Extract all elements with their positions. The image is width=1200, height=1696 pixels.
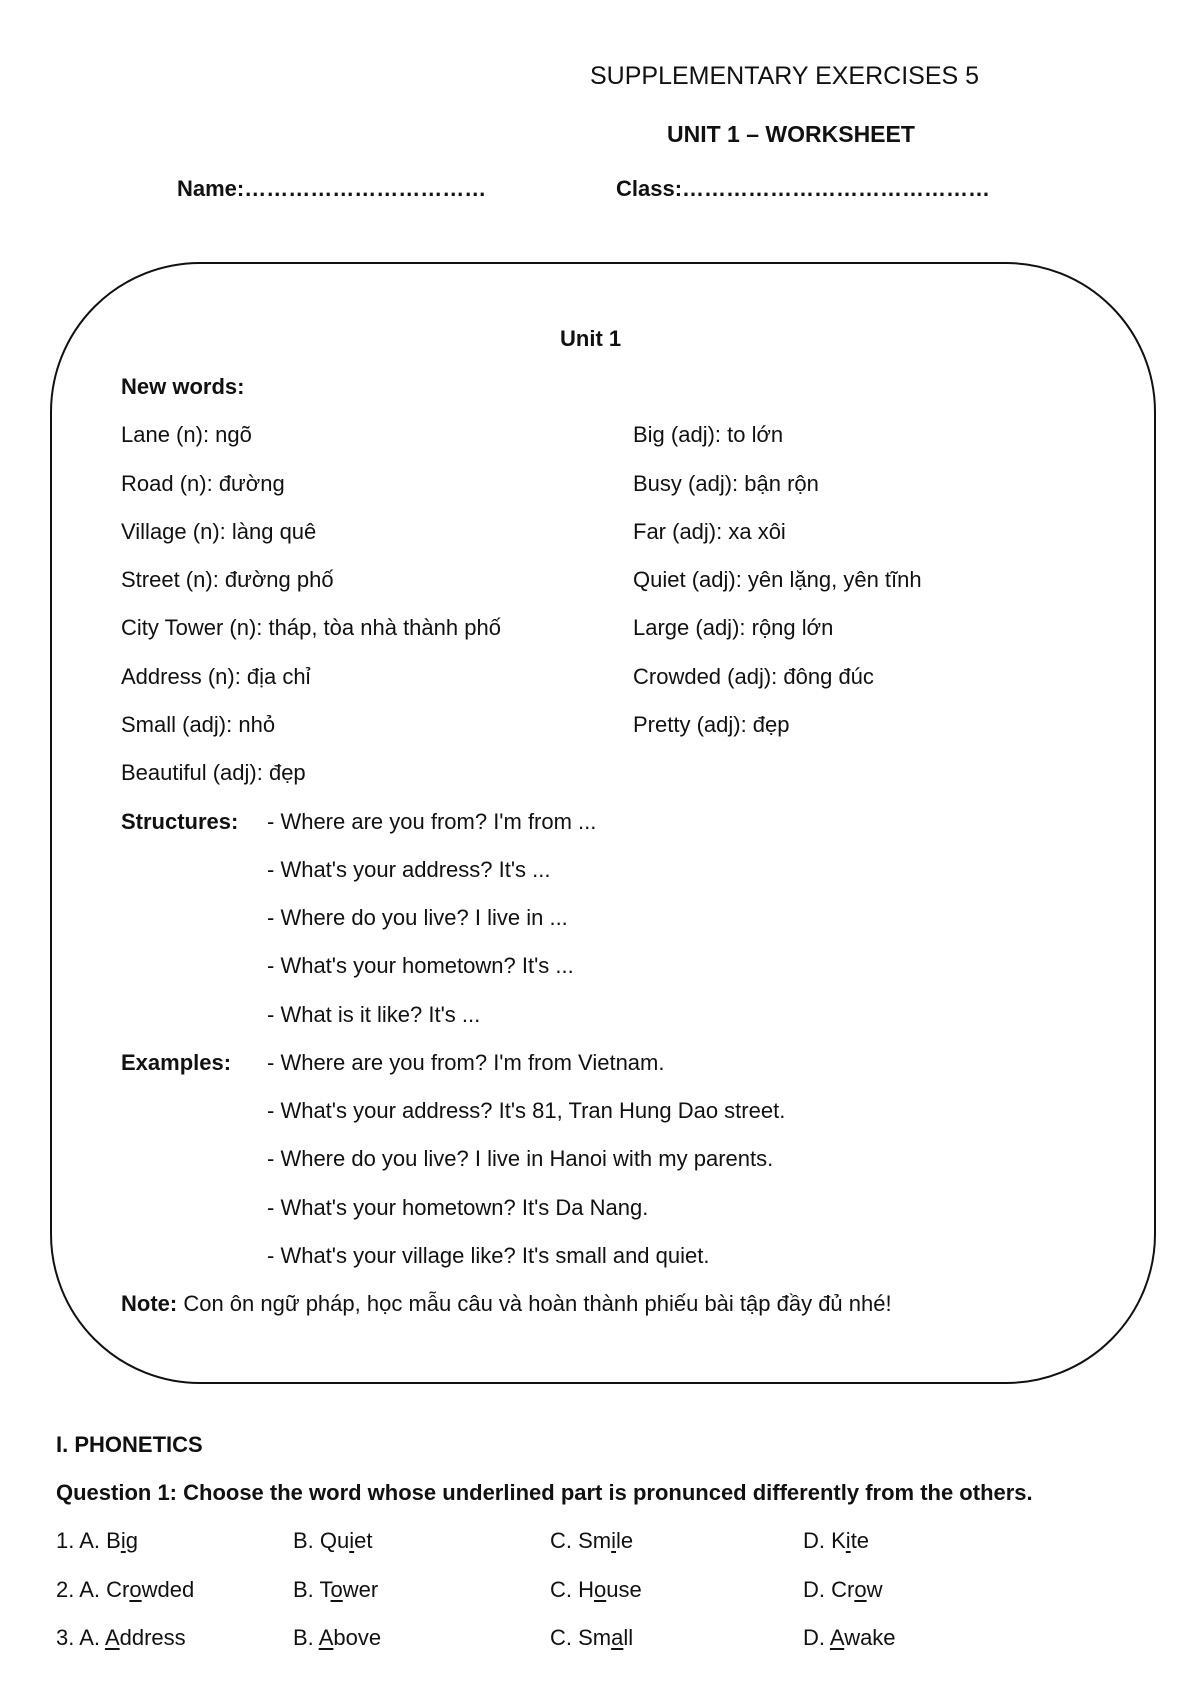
underlined-part: i bbox=[349, 1528, 355, 1553]
new-words-label: New words: bbox=[121, 374, 245, 399]
option-suffix: le bbox=[616, 1528, 634, 1553]
option-suffix: ll bbox=[623, 1625, 634, 1650]
option-suffix: w bbox=[866, 1577, 883, 1602]
option-suffix: te bbox=[850, 1528, 870, 1553]
option-prefix: B. Qu bbox=[293, 1528, 350, 1553]
option-prefix: B. T bbox=[293, 1577, 331, 1602]
underlined-part: o bbox=[129, 1577, 142, 1602]
worksheet-subtitle: UNIT 1 – WORKSHEET bbox=[667, 121, 915, 147]
example-item: - What's your hometown? It's Da Nang. bbox=[267, 1195, 649, 1220]
structures-label: Structures: bbox=[121, 809, 239, 834]
option-suffix: wake bbox=[844, 1625, 896, 1650]
option-suffix: ddress bbox=[119, 1625, 186, 1650]
word-item: Large (adj): rộng lớn bbox=[633, 615, 834, 640]
underlined-part: o bbox=[330, 1577, 343, 1602]
option-2b[interactable] bbox=[293, 1577, 378, 1603]
examples-label: Examples: bbox=[121, 1050, 232, 1075]
option-prefix: 3. A. bbox=[56, 1625, 105, 1650]
word-item: Pretty (adj): đẹp bbox=[633, 712, 790, 737]
word-item: Quiet (adj): yên lặng, yên tĩnh bbox=[633, 567, 922, 592]
option-2a[interactable] bbox=[56, 1577, 194, 1603]
structure-item: - Where are you from? I'm from ... bbox=[267, 809, 597, 834]
structure-item: - What's your hometown? It's ... bbox=[267, 953, 574, 978]
option-suffix: g bbox=[125, 1528, 138, 1553]
option-3d[interactable] bbox=[803, 1625, 896, 1651]
word-item: Big (adj): to lớn bbox=[633, 422, 784, 447]
word-item: Far (adj): xa xôi bbox=[633, 519, 786, 544]
option-2c[interactable] bbox=[550, 1577, 642, 1603]
name-field[interactable]: Name:…………………………… bbox=[177, 176, 487, 201]
question-1: Question 1: Choose the word whose underlined part is pronunced differently from the others. bbox=[56, 1480, 1033, 1505]
option-prefix: C. Sm bbox=[550, 1528, 612, 1553]
option-1a[interactable] bbox=[56, 1528, 138, 1554]
option-suffix: wer bbox=[342, 1577, 379, 1602]
option-suffix: et bbox=[354, 1528, 373, 1553]
option-suffix: use bbox=[606, 1577, 642, 1602]
underlined-part: i bbox=[611, 1528, 617, 1553]
option-prefix: 2. A. Cr bbox=[56, 1577, 130, 1602]
example-item: - What's your address? It's 81, Tran Hung Dao street. bbox=[267, 1098, 786, 1123]
note-label: Note: bbox=[121, 1291, 178, 1316]
example-item: - What's your village like? It's small and quiet. bbox=[267, 1243, 710, 1268]
note-text: Con ôn ngữ pháp, học mẫu câu và hoàn thành phiếu bài tập đầy đủ nhé! bbox=[177, 1291, 892, 1316]
option-1d[interactable] bbox=[803, 1528, 869, 1554]
section-title-phonetics: I. PHONETICS bbox=[56, 1432, 203, 1457]
worksheet-title: SUPPLEMENTARY EXERCISES 5 bbox=[590, 62, 980, 90]
option-3b[interactable] bbox=[293, 1625, 381, 1651]
underlined-part: A bbox=[829, 1625, 845, 1650]
word-item: Beautiful (adj): đẹp bbox=[121, 760, 306, 785]
option-2d[interactable] bbox=[803, 1577, 882, 1603]
underlined-part: o bbox=[854, 1577, 867, 1602]
option-prefix: D. Cr bbox=[803, 1577, 855, 1602]
option-1c[interactable] bbox=[550, 1528, 633, 1554]
underlined-part: i bbox=[120, 1528, 126, 1553]
underlined-part: i bbox=[845, 1528, 851, 1553]
box-heading: Unit 1 bbox=[560, 326, 622, 351]
word-item: Small (adj): nhỏ bbox=[121, 712, 276, 737]
option-prefix: C. Sm bbox=[550, 1625, 612, 1650]
option-prefix: 1. A. B bbox=[56, 1528, 121, 1553]
underlined-part: o bbox=[594, 1577, 607, 1602]
word-item: Crowded (adj): đông đúc bbox=[633, 664, 874, 689]
option-1b[interactable] bbox=[293, 1528, 373, 1554]
example-item: - Where do you live? I live in Hanoi with my parents. bbox=[267, 1146, 774, 1171]
structure-item: - Where do you live? I live in ... bbox=[267, 905, 568, 930]
option-prefix: D. bbox=[803, 1625, 830, 1650]
word-item: Village (n): làng quê bbox=[121, 519, 317, 544]
option-3c[interactable] bbox=[550, 1625, 633, 1651]
example-item: - Where are you from? I'm from Vietnam. bbox=[267, 1050, 665, 1075]
word-item: Lane (n): ngõ bbox=[121, 422, 252, 447]
underlined-part: a bbox=[611, 1625, 624, 1650]
option-prefix: D. K bbox=[803, 1528, 846, 1553]
option-prefix: C. H bbox=[550, 1577, 594, 1602]
note-line bbox=[121, 1291, 892, 1317]
word-item: Road (n): đường bbox=[121, 471, 285, 496]
underlined-part: A bbox=[318, 1625, 334, 1650]
structure-item: - What is it like? It's ... bbox=[267, 1002, 481, 1027]
option-suffix: wded bbox=[141, 1577, 195, 1602]
underlined-part: A bbox=[104, 1625, 120, 1650]
word-item: City Tower (n): tháp, tòa nhà thành phố bbox=[121, 615, 501, 640]
word-item: Street (n): đường phố bbox=[121, 567, 334, 592]
structure-item: - What's your address? It's ... bbox=[267, 857, 551, 882]
option-suffix: bove bbox=[333, 1625, 382, 1650]
word-item: Busy (adj): bận rộn bbox=[633, 471, 819, 496]
option-prefix: B. bbox=[293, 1625, 319, 1650]
option-3a[interactable] bbox=[56, 1625, 186, 1651]
word-item: Address (n): địa chỉ bbox=[121, 664, 311, 689]
class-field[interactable]: Class:…………………………………… bbox=[616, 176, 991, 201]
